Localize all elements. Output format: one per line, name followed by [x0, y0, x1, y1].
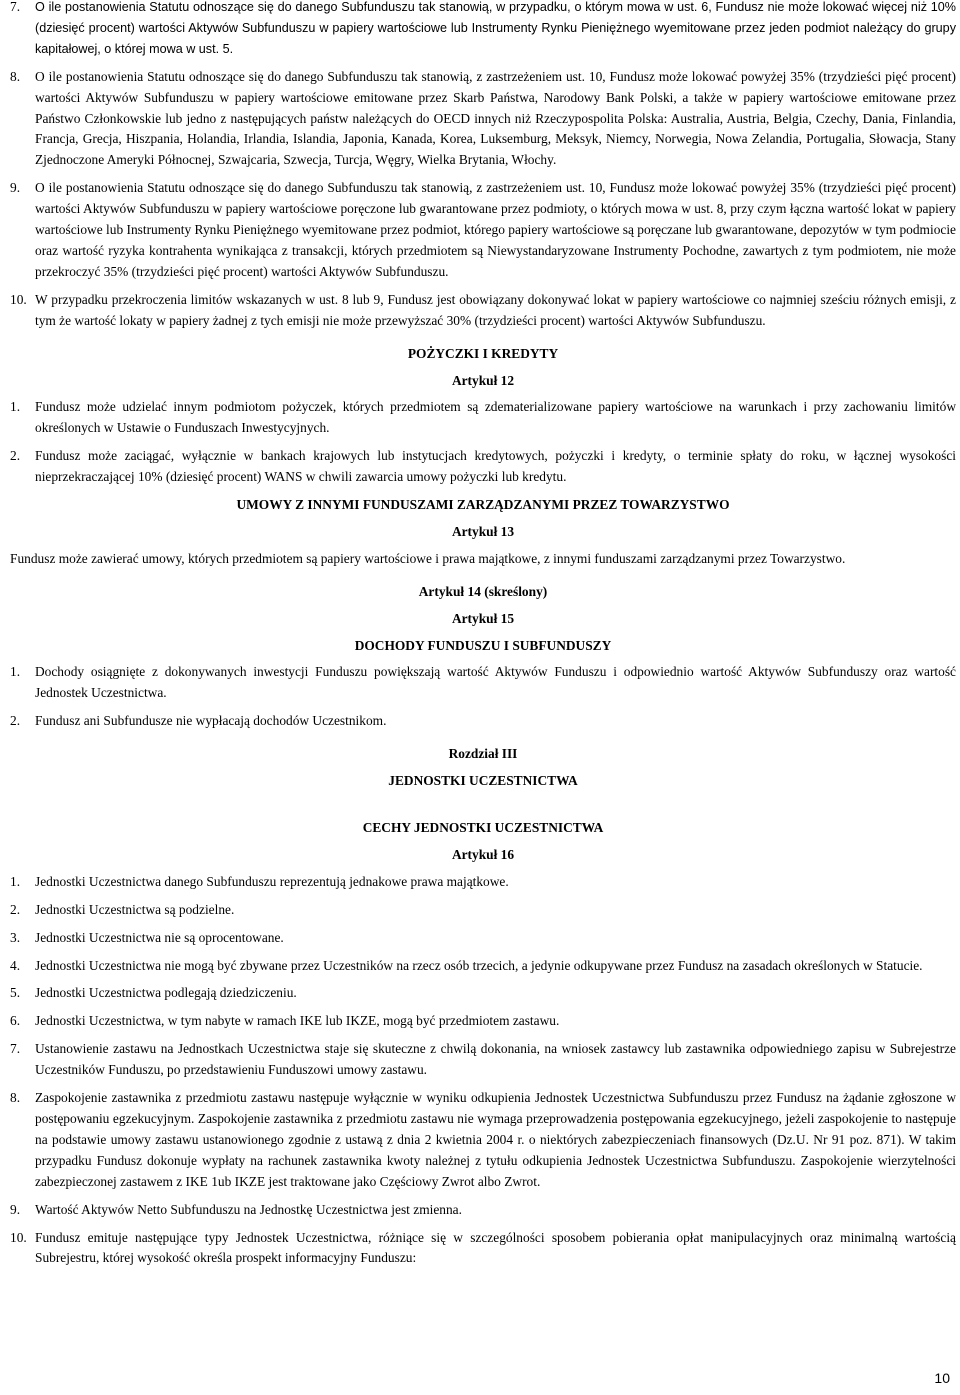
item-text: Dochody osiągnięte z dokonywanych inwestycji Funduszu powiększają wartość Aktywów Funduszu i odpowiednio wartość Aktywów Subfunduszy oraz wartość Jednostek Uczestnictwa. — [35, 664, 956, 701]
item-text: O ile postanowienia Statutu odnoszące się do danego Subfunduszu tak stanowią, w przypadku, o którym mowa w ust. 6, Fundusz nie może lokować więcej niż 10% (dziesięć procent) wartości Aktywów Subfunduszu w papiery wartościowe lub Instrumenty Rynku Pieniężnego wyemitowane przez jeden podmiot należący do grupy kapitałowej, o której mowa w ust. 5. — [35, 0, 956, 56]
item-number: 6. — [10, 1013, 21, 1029]
item-number: 10. — [10, 291, 27, 307]
chapter-subtitle: JEDNOSTKI UCZESTNICTWA — [388, 773, 578, 789]
article-heading: Artykuł 14 (skreślony) — [418, 583, 548, 599]
list-item — [10, 1200, 956, 1221]
item-number: 1. — [10, 664, 21, 680]
section-heading: UMOWY Z INNYMI FUNDUSZAMI ZARZĄDZANYMI PRZEZ TOWARZYSTWO — [236, 497, 730, 513]
item-number: 3. — [10, 929, 21, 945]
item-number: 9. — [10, 180, 21, 196]
item-text: Jednostki Uczestnictwa podlegają dziedziczeniu. — [35, 985, 297, 1001]
item-text: Fundusz może zaciągać, wyłącznie w bankach krajowych lub instytucjach kredytowych, pożyczki i kredyty, o terminie spłaty do roku, w łącznej wysokości nieprzekraczającej 10% (dziesięć procent) WANS w chwili zawarcia umowy pożyczki lub kredytu. — [35, 448, 956, 485]
section-heading: POŻYCZKI I KREDYTY — [407, 345, 559, 361]
list-item — [10, 928, 956, 949]
item-number: 2. — [10, 448, 21, 464]
article-heading: Artykuł 12 — [451, 372, 515, 388]
item-text: Fundusz ani Subfundusze nie wypłacają dochodów Uczestnikom. — [35, 713, 387, 729]
item-text: Ustanowienie zastawu na Jednostkach Uczestnictwa staje się skuteczne z chwilą dokonania, na wniosek zastawcy lub zastawnika odpowiedniego zapisu w Subrejestrze Uczestników Funduszu, po przedstawieniu Funduszowi umowy zastawu. — [35, 1041, 956, 1078]
section-heading: CECHY JEDNOSTKI UCZESTNICTWA — [362, 820, 604, 835]
list-item — [10, 397, 956, 439]
list-item — [10, 1228, 956, 1270]
item-number: 4. — [10, 957, 21, 973]
item-text: Zaspokojenie zastawnika z przedmiotu zastawu następuje wyłącznie w wyniku odkupienia Jednostek Uczestnictwa Subfunduszu przez Fundusz na żądanie zgłoszone w postępowaniu egzekucyjnym. Zaspokojenie zastawnika z przedmiotu zastawu nie wymaga przeprowadzenia postępowania egzekucyjnego, jeżeli zaspokojenie to następuje na podstawie umowy zastawu ustanowionego zgodnie z ustawą z dnia 2 kwietnia 2004 r. o niektórych zabezpieczeniach finansowych (Dz.U. Nr 91 poz. 871). W takim przypadku Fundusz dokonuje wypłaty na rachunek zastawnika kwoty należnej z tytułu odkupienia Jednostek Uczestnictwa Subfunduszu. Zaspokojenie wierzytelności zabezpieczonej zastawem z IKE 1ub IKZE jest traktowane jako Częściowy Zwrot albo Zwrot. — [35, 1090, 956, 1189]
item-number: 1. — [10, 399, 21, 415]
item-text: Wartość Aktywów Netto Subfunduszu na Jednostkę Uczestnictwa jest zmienna. — [35, 1201, 462, 1217]
item-number: 7. — [10, 1041, 21, 1057]
item-number: 2. — [10, 713, 21, 729]
item-number: 8. — [10, 68, 21, 84]
item-text: Jednostki Uczestnictwa nie mogą być zbywane przez Uczestników na rzecz osób trzecich, a jedynie odkupywane przez Fundusz na zasadach określonych w Statucie. — [35, 957, 923, 973]
page-number: 10 — [934, 1370, 950, 1387]
document-content — [10, 0, 956, 1276]
item-text: Fundusz emituje następujące typy Jednostek Uczestnictwa, różniące się w szczególności sposobem pobierania opłat manipulacyjnych oraz minimalną wartością Subrejestru, której wysokość określa prospekt informacyjny Funduszu: — [35, 1229, 956, 1266]
item-text: Jednostki Uczestnictwa są podzielne. — [35, 901, 235, 917]
chapter-title: Rozdział III — [448, 746, 518, 762]
item-text: Jednostki Uczestnictwa, w tym nabyte w ramach IKE lub IKZE, mogą być przedmiotem zastawu. — [35, 1013, 560, 1029]
item-text: O ile postanowienia Statutu odnoszące się do danego Subfunduszu tak stanowią, z zastrzeżeniem ust. 10, Fundusz może lokować powyżej 35% (trzydzieści pięć procent) wartości Aktywów Subfunduszu w papiery wartościowe poręczone lub gwarantowane przez podmioty, o których mowa w ust. 8, przy czym łączna wartość lokat w papiery wartościowe lub Instrumenty Rynku Pieniężnego wyemitowane przez podmiot, którego papiery wartościowe są poręczane lub gwarantowane, depozytów w tym podmiocie oraz wartość ryzyka kontrahenta wynikająca z transakcji, których przedmiotem są Niewystandaryzowane Instrumenty Pochodne, zawartych z tym podmiotem, nie może przekroczyć 35% (trzydzieści pięć procent) wartości Aktywów Subfunduszu. — [35, 180, 956, 279]
item-number: 10. — [10, 1229, 27, 1245]
item-text: O ile postanowienia Statutu odnoszące się do danego Subfunduszu tak stanowią, z zastrzeżeniem ust. 10, Fundusz może lokować powyżej 35% (trzydzieści pięć procent) wartości Aktywów Subfunduszu w papiery wartościowe emitowane przez Skarb Państwa, Narodowy Bank Polski, a także w papiery wartościowe emitowane przez Państwo Członkowskie lub jedno z następujących państw należących do OECD innych niż Rzeczypospolita Polska: Australia, Austria, Belgia, Czechy, Dania, Finlandia, Francja, Grecja, Hiszpania, Holandia, Irlandia, Islandia, Japonia, Kanada, Korea, Luksemburg, Meksyk, Niemcy, Norwegia, Nowa Zelandia, Portugalia, Słowacja, Stany Zjednoczone Ameryki Północnej, Szwajcaria, Szwecja, Turcja, Węgry, Wielka Brytania, Włochy. — [35, 68, 956, 168]
item-number: 2. — [10, 901, 21, 917]
list-item — [10, 1088, 956, 1193]
list-item — [10, 446, 956, 488]
list-item — [10, 67, 956, 172]
item-number: 7. — [10, 0, 21, 14]
list-item — [10, 956, 956, 977]
item-text: Fundusz może udzielać innym podmiotom pożyczek, których przedmiotem są zdematerializowane papiery wartościowe na warunkach i przy zachowaniu limitów określonych w Ustawie o Funduszach Inwestycyjnych. — [35, 399, 956, 436]
list-item — [10, 178, 956, 283]
list-item — [10, 1011, 956, 1032]
list-item — [10, 1039, 956, 1081]
item-number: 9. — [10, 1201, 21, 1217]
item-number: 8. — [10, 1090, 21, 1106]
article-heading: Artykuł 13 — [451, 523, 515, 539]
article-heading: Artykuł 15 — [451, 610, 515, 626]
list-item — [10, 983, 956, 1004]
paragraph: Fundusz może zawierać umowy, których przedmiotem są papiery wartościowe i prawa majątkowe, z innymi funduszami zarządzanymi przez Towarzystwo. — [10, 550, 846, 566]
list-item — [10, 900, 956, 921]
list-item — [10, 662, 956, 704]
item-text: Jednostki Uczestnictwa nie są oprocentowane. — [35, 929, 284, 945]
section-heading: DOCHODY FUNDUSZU I SUBFUNDUSZY — [354, 637, 612, 653]
list-item — [10, 711, 956, 732]
item-number: 1. — [10, 873, 21, 889]
item-text: W przypadku przekroczenia limitów wskazanych w ust. 8 lub 9, Fundusz jest obowiązany dokonywać lokat w papiery wartościowe co najmniej sześciu różnych emisji, z tym że wartość lokaty w papiery żadnej z tych emisji nie może przewyższać 30% (trzydzieści procent) wartości Aktywów Subfunduszu. — [35, 291, 956, 328]
article-heading: Artykuł 16 — [451, 846, 515, 862]
list-item — [10, 290, 956, 332]
item-number: 5. — [10, 985, 21, 1001]
list-item — [10, 0, 956, 60]
item-text: Jednostki Uczestnictwa danego Subfunduszu reprezentują jednakowe prawa majątkowe. — [35, 873, 509, 889]
list-item — [10, 872, 956, 893]
